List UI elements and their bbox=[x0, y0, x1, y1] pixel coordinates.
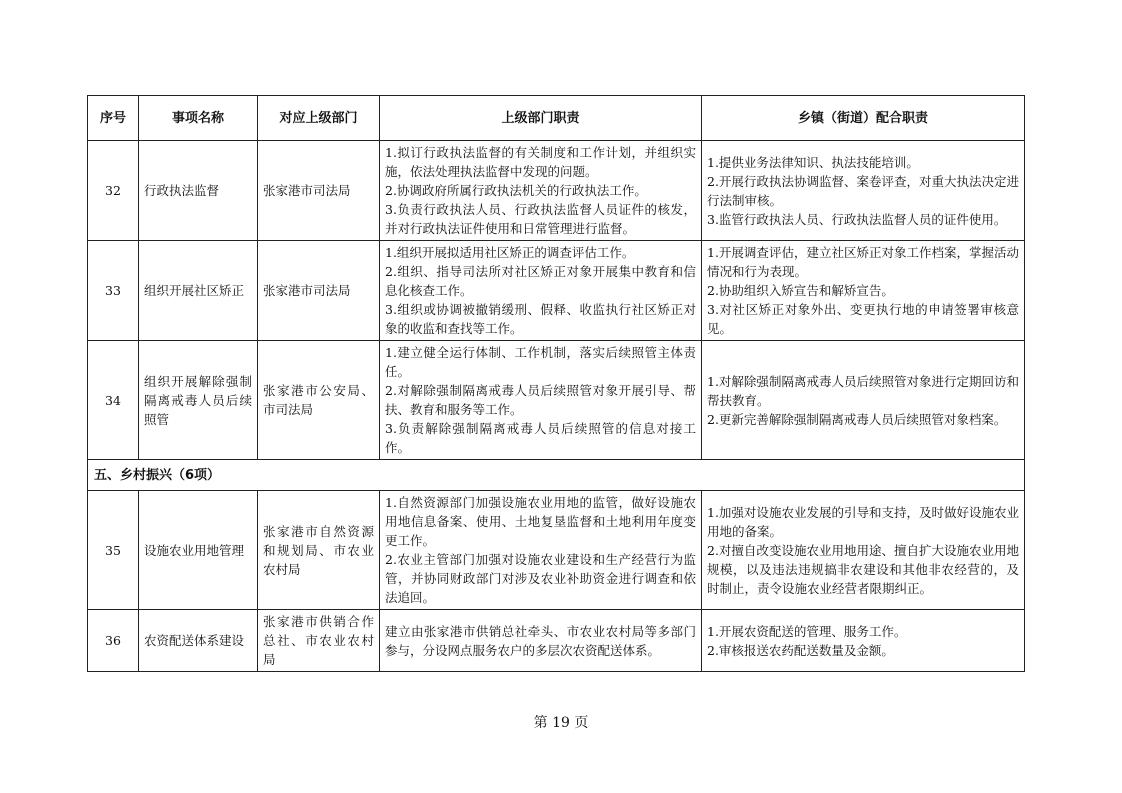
row-upper-duty: 1.建立健全运行体制、工作机制，落实后续照管主体责任。 2.对解除强制隔离戒毒人员后续照管对象开展引导、帮扶、教育和服务等工作。 3.负责解除强制隔离戒毒人员后续照管的信息对接工作。 bbox=[380, 341, 702, 460]
row-item-name: 农资配送体系建设 bbox=[139, 610, 258, 672]
table-row bbox=[88, 341, 1025, 460]
responsibility-table bbox=[87, 95, 1025, 672]
row-dept: 张家港市自然资源和规划局、市农业农村局 bbox=[258, 491, 380, 610]
row-item-name: 行政执法监督 bbox=[139, 141, 258, 241]
row-no: 34 bbox=[88, 341, 139, 460]
row-town-duty: 1.提供业务法律知识、执法技能培训。 2.开展行政执法协调监督、案卷评查，对重大执法决定进行法制审核。 3.监管行政执法人员、行政执法监督人员的证件使用。 bbox=[702, 141, 1025, 241]
header-town-duty: 乡镇（街道）配合职责 bbox=[702, 96, 1025, 141]
header-upper-dept: 对应上级部门 bbox=[258, 96, 380, 141]
table-row bbox=[88, 241, 1025, 341]
row-upper-duty: 建立由张家港市供销总社牵头、市农业农村局等多部门参与，分设网点服务农户的多层次农资配送体系。 bbox=[380, 610, 702, 672]
row-no: 36 bbox=[88, 610, 139, 672]
section-title: 五、乡村振兴（6项） bbox=[88, 460, 1025, 491]
row-item-name: 组织开展解除强制隔离戒毒人员后续照管 bbox=[139, 341, 258, 460]
row-upper-duty: 1.拟订行政执法监督的有关制度和工作计划，并组织实施，依法处理执法监督中发现的问题。 2.协调政府所属行政执法机关的行政执法工作。 3.负责行政执法人员、行政执法监督人员证件的核发，并对行政执法证件使用和日常管理进行监督。 bbox=[380, 141, 702, 241]
table-row bbox=[88, 141, 1025, 241]
row-town-duty: 1.开展调查评估，建立社区矫正对象工作档案，掌握活动情况和行为表现。 2.协助组织入矫宣告和解矫宣告。 3.对社区矫正对象外出、变更执行地的申请签署审核意见。 bbox=[702, 241, 1025, 341]
header-item-name: 事项名称 bbox=[139, 96, 258, 141]
table-row bbox=[88, 491, 1025, 610]
row-dept: 张家港市公安局、市司法局 bbox=[258, 341, 380, 460]
row-dept: 张家港市司法局 bbox=[258, 141, 380, 241]
row-no: 35 bbox=[88, 491, 139, 610]
row-upper-duty: 1.组织开展拟适用社区矫正的调查评估工作。 2.组织、指导司法所对社区矫正对象开展集中教育和信息化核查工作。 3.组织或协调被撤销缓刑、假释、收监执行社区矫正对象的收监和查找等工作。 bbox=[380, 241, 702, 341]
page-number: 第 19 页 bbox=[533, 715, 589, 731]
row-no: 33 bbox=[88, 241, 139, 341]
row-town-duty: 1.开展农资配送的管理、服务工作。 2.审核报送农药配送数量及金额。 bbox=[702, 610, 1025, 672]
row-upper-duty: 1.自然资源部门加强设施农业用地的监管，做好设施农用地信息备案、使用、土地复垦监督和土地利用年度变更工作。 2.农业主管部门加强对设施农业建设和生产经营行为监管，并协同财政部门对涉及农业补助资金进行调查和依法追回。 bbox=[380, 491, 702, 610]
header-upper-duty: 上级部门职责 bbox=[380, 96, 702, 141]
row-item-name: 组织开展社区矫正 bbox=[139, 241, 258, 341]
row-no: 32 bbox=[88, 141, 139, 241]
row-town-duty: 1.对解除强制隔离戒毒人员后续照管对象进行定期回访和帮扶教育。 2.更新完善解除强制隔离戒毒人员后续照管对象档案。 bbox=[702, 341, 1025, 460]
header-row bbox=[88, 96, 1025, 141]
section-row bbox=[88, 460, 1025, 491]
table-row bbox=[88, 610, 1025, 672]
row-town-duty: 1.加强对设施农业发展的引导和支持，及时做好设施农业用地的备案。 2.对擅自改变设施农业用地用途、擅自扩大设施农业用地规模，以及违法违规搞非农建设和其他非农经营的，及时制止，责令设施农业经营者限期纠正。 bbox=[702, 491, 1025, 610]
row-item-name: 设施农业用地管理 bbox=[139, 491, 258, 610]
row-dept: 张家港市供销合作总社、市农业农村局 bbox=[258, 610, 380, 672]
row-dept: 张家港市司法局 bbox=[258, 241, 380, 341]
header-no: 序号 bbox=[88, 96, 139, 141]
